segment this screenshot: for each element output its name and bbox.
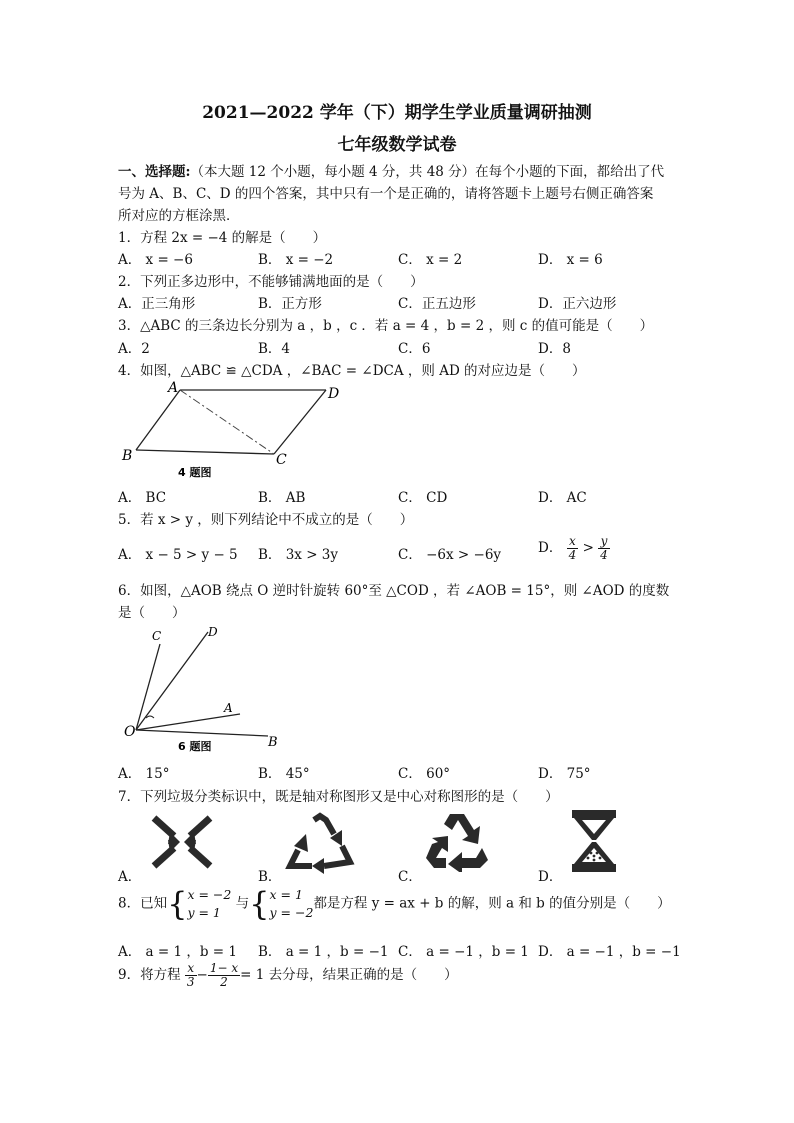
q4-figure-caption: 4 题图 xyxy=(178,466,212,479)
q5-gt-sign: > xyxy=(582,540,594,556)
exam-title: 2021—2022 学年（下）期学生学业质量调研抽测 xyxy=(202,103,592,123)
q5-option-d-label: D． xyxy=(538,540,563,556)
q3-option-b: B．4 xyxy=(258,341,291,357)
q7-option-c: C． xyxy=(398,869,422,885)
q9-frac2-num: 1− x xyxy=(209,961,239,975)
q5-frac2-num: y xyxy=(598,535,610,549)
q8-option-b: B． a = 1 ，b = −1 xyxy=(258,944,389,960)
q8-system1-brace: { xyxy=(167,885,188,923)
q7-symbol-b-recycle-triangle-icon xyxy=(284,812,356,874)
q9-stem-prefix: 9．将方程 xyxy=(118,967,181,983)
q9-frac1-den: 3 xyxy=(186,975,195,989)
q4-option-c: C． CD xyxy=(398,490,448,506)
q8-stem-prefix: 8．已知 xyxy=(118,895,168,912)
q5-option-d xyxy=(538,535,610,562)
q8-stem-mid: 与 xyxy=(235,895,250,912)
q4-point-b: B xyxy=(122,448,133,464)
q9-frac1-num: x xyxy=(185,962,197,976)
q8-option-a: A． a = 1 ，b = 1 xyxy=(118,944,237,960)
q6-point-c: C xyxy=(152,629,162,643)
q5-frac2-den: 4 xyxy=(600,548,608,562)
q8-option-d: D． a = −1 ，b = −1 xyxy=(538,944,681,960)
q7-stem: 7．下列垃圾分类标识中，既是轴对称图形又是中心对称图形的是（ ） xyxy=(118,789,559,805)
q6-option-b: B． 45° xyxy=(258,766,310,782)
q9-stem xyxy=(118,962,458,989)
q6-point-a: A xyxy=(224,701,233,715)
q4-option-d: D． AC xyxy=(538,490,587,506)
q9-fraction-x-over-3 xyxy=(185,962,197,989)
q8-option-c: C． a = −1 ，b = 1 xyxy=(398,944,529,960)
q9-minus: − xyxy=(196,967,208,983)
section-intro-text: （本大题 12 个小题，每小题 4 分，共 48 分）在每个小题的下面，都给出了代 xyxy=(190,164,665,180)
q1-option-c: C． x = 2 xyxy=(398,252,463,268)
q7-option-a: A． xyxy=(118,869,142,885)
q5-frac1-num: x xyxy=(567,535,579,549)
q4-option-b: B． AB xyxy=(258,490,306,506)
q8-system1-row2: y = 1 xyxy=(187,905,221,920)
q6-point-b: B xyxy=(268,735,278,750)
q6-option-d: D． 75° xyxy=(538,766,591,782)
q7-symbol-a-converging-arrows-icon xyxy=(148,812,216,872)
q8-system1-row1: x = −2 xyxy=(187,887,232,902)
q6-figure-caption: 6 题图 xyxy=(178,740,212,753)
q7-option-d: D． xyxy=(538,869,563,885)
section-heading: 一、选择题: xyxy=(118,164,191,180)
q3-option-c: C．6 xyxy=(398,341,431,357)
q9-stem-suffix: = 1 去分母，结果正确的是（ ） xyxy=(240,967,458,983)
q1-option-b: B． x = −2 xyxy=(258,252,334,268)
q8-system1 xyxy=(187,886,231,922)
q4-stem: 4．如图，△ABC ≌ △CDA ，∠BAC = ∠DCA ，则 AD 的对应边是（ ） xyxy=(118,363,586,379)
q2-option-c: C．正五边形 xyxy=(398,296,476,312)
q8-system2-row1: x = 1 xyxy=(269,887,303,902)
q3-stem: 3．△ABC 的三条边长分别为 a ，b ，c ．若 a = 4 ，b = 2 ，则 c 的值可能是（ ） xyxy=(118,318,654,334)
q1-stem: 1．方程 2x = −4 的解是（ ） xyxy=(118,230,327,246)
q8-system2-row2: y = −2 xyxy=(269,905,314,920)
q8-stem-suffix: 都是方程 y = ax + b 的解，则 a 和 b 的值分别是（ ） xyxy=(313,895,671,912)
q5-option-b: B． 3x > 3y xyxy=(258,547,339,563)
q6-stem-line2: 是（ ） xyxy=(118,605,186,621)
section-intro-line2: 号为 A、B、C、D 的四个答案，其中只有一个是正确的，请将答题卡上题号右侧正确答案 xyxy=(118,186,654,202)
q4-point-a: A xyxy=(168,380,179,396)
q5-frac1-den: 4 xyxy=(568,548,577,562)
q3-option-d: D．8 xyxy=(538,341,571,357)
q6-figure-rotation xyxy=(116,622,296,754)
exam-subtitle: 七年级数学试卷 xyxy=(337,135,457,155)
q1-option-a: A． x = −6 xyxy=(118,252,193,268)
q5-option-a: A． x − 5 > y − 5 xyxy=(118,547,238,563)
q6-option-c: C． 60° xyxy=(398,766,451,782)
q6-point-d: D xyxy=(208,625,218,639)
q6-point-o: O xyxy=(124,724,136,740)
q2-option-a: A．正三角形 xyxy=(118,296,196,312)
q1-option-d: D． x = 6 xyxy=(538,252,603,268)
q4-option-a: A． BC xyxy=(118,490,167,506)
q7-symbol-d-hourglass-icon xyxy=(566,808,622,874)
q4-point-d: D xyxy=(328,386,340,402)
q3-option-a: A．2 xyxy=(118,341,150,357)
q2-option-b: B．正方形 xyxy=(258,296,322,312)
q2-stem: 2．下列正多边形中，不能够铺满地面的是（ ） xyxy=(118,274,424,290)
section-intro-line1 xyxy=(118,160,664,180)
q6-option-a: A． 15° xyxy=(118,766,170,782)
q9-frac2-den: 2 xyxy=(220,975,228,989)
section-intro-line3: 所对应的方框涂黑． xyxy=(118,208,240,224)
q7-option-b: B． xyxy=(258,869,282,885)
q8-system2 xyxy=(270,886,314,922)
q6-stem-line1: 6．如图，△AOB 绕点 O 逆时针旋转 60°至 △COD ，若 ∠AOB = 15°，则 ∠AOD 的度数 xyxy=(118,583,670,599)
q8-system2-brace: { xyxy=(249,885,270,923)
q7-symbol-c-recycle-icon xyxy=(422,808,492,872)
q2-option-d: D．正六边形 xyxy=(538,296,617,312)
q8-stem xyxy=(118,886,671,922)
q5-fraction-y-over-4 xyxy=(598,535,610,562)
q4-figure-parallelogram xyxy=(116,380,356,480)
q9-fraction-1-minus-x-over-2 xyxy=(208,962,240,989)
q5-fraction-x-over-4 xyxy=(567,535,579,562)
q4-point-c: C xyxy=(276,452,287,468)
q5-stem: 5．若 x > y ，则下列结论中不成立的是（ ） xyxy=(118,512,414,528)
q5-option-c: C． −6x > −6y xyxy=(398,547,502,563)
